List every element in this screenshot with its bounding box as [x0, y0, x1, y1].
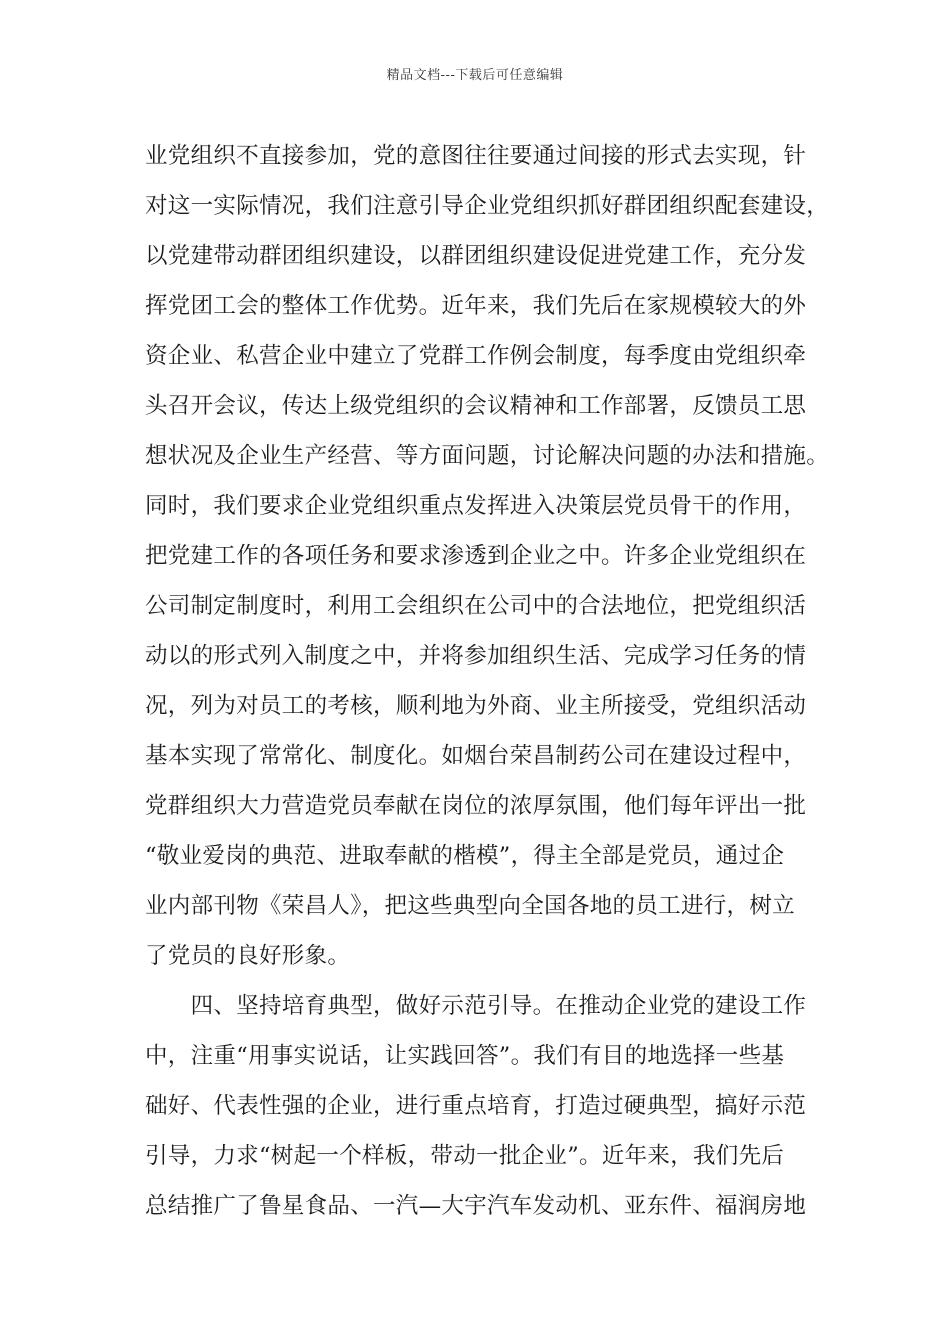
text-line: 总结推广了鲁星食品、一汽—大宇汽车发动机、亚东件、福润房地: [145, 1193, 807, 1219]
text-line: 动以的形式列入制度之中，并将参加组织生活、完成学习任务的情: [145, 643, 807, 669]
text-line: 以党建带动群团组织建设，以群团组织建设促进党建工作，充分发: [145, 243, 807, 269]
text-line: 引导，力求“树起一个样板，带动一批企业”。近年来，我们先后: [145, 1143, 785, 1169]
text-line: 头召开会议，传达上级党组织的会议精神和工作部署，反馈员工思: [145, 393, 807, 419]
text-line: 四、坚持培育典型，做好示范引导。在推动企业党的建设工作: [145, 993, 807, 1019]
text-line: 公司制定制度时，利用工会组织在公司中的合法地位，把党组织活: [145, 593, 807, 619]
text-line: 础好、代表性强的企业，进行重点培育，打造过硬典型，搞好示范: [145, 1093, 807, 1119]
text-line: 想状况及企业生产经营、等方面问题，讨论解决问题的办法和措施。: [145, 443, 830, 469]
text-line: 了党员的良好形象。: [145, 943, 351, 969]
text-line: 业内部刊物《荣昌人》，把这些典型向全国各地的员工进行，树立: [145, 893, 795, 919]
text-line: “敬业爱岗的典范、进取奉献的楷模”，得主全部是党员，通过企: [145, 843, 785, 869]
text-line: 党群组织大力营造党员奉献在岗位的浓厚氛围，他们每年评出一批: [145, 793, 807, 819]
text-line: 挥党团工会的整体工作优势。近年来，我们先后在家规模较大的外: [145, 293, 807, 319]
text-line: 业党组织不直接参加，党的意图往往要通过间接的形式去实现，针: [145, 143, 807, 169]
page-header: 精品文档---下载后可任意编辑: [386, 68, 564, 83]
text-line: 把党建工作的各项任务和要求渗透到企业之中。许多企业党组织在: [145, 543, 807, 569]
text-line: 基本实现了常常化、制度化。如烟台荣昌制药公司在建设过程中，: [145, 743, 807, 769]
text-line: 况，列为对员工的考核，顺利地为外商、业主所接受，党组织活动: [145, 693, 807, 719]
text-line: 同时，我们要求企业党组织重点发挥进入决策层党员骨干的作用，: [145, 493, 807, 519]
text-line: 资企业、私营企业中建立了党群工作例会制度，每季度由党组织牵: [145, 343, 807, 369]
text-line: 对这一实际情况，我们注意引导企业党组织抓好群团组织配套建设，: [145, 193, 830, 219]
text-line: 中，注重“用事实说话，让实践回答”。我们有目的地选择一些基: [145, 1043, 785, 1069]
document-body: [145, 131, 830, 1231]
